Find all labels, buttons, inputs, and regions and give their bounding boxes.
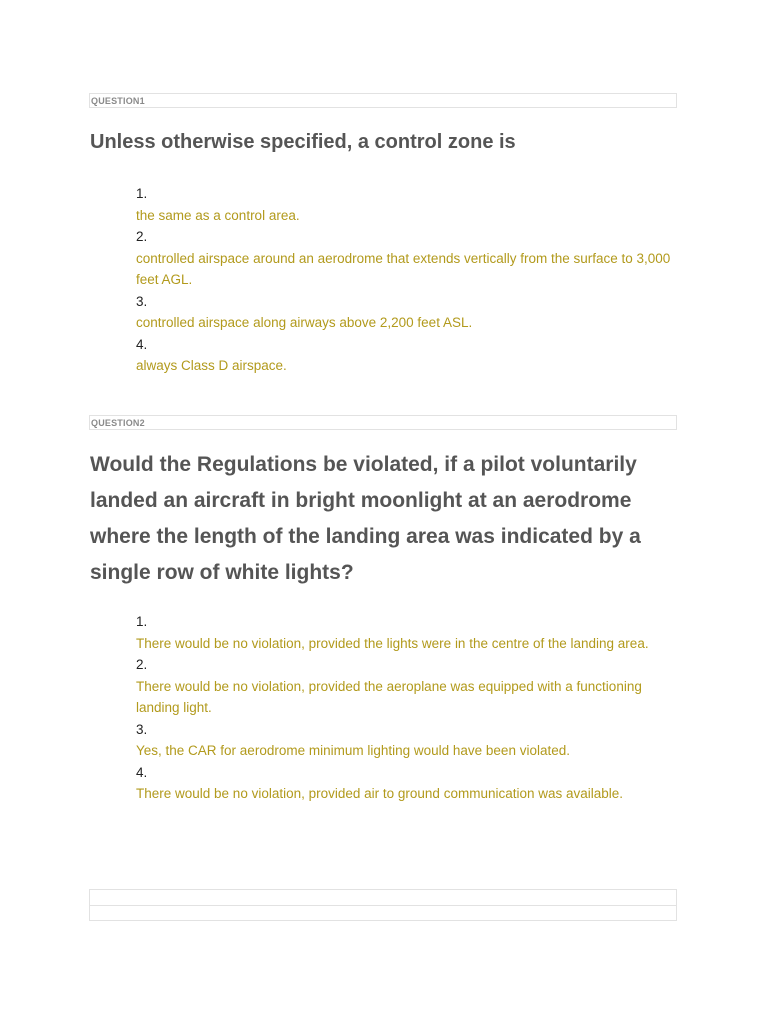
question-2-text: Would the Regulations be violated, if a pilot voluntarily landed an aircraft in bright moonlight at an aerodrome where the length of the landing area was indicated by a single row of white lights?: [90, 453, 641, 584]
option-number: 1.: [136, 614, 148, 629]
option-text: Yes, the CAR for aerodrome minimum lighting would have been violated.: [136, 743, 570, 758]
question-2-options: [136, 611, 681, 805]
option-text: controlled airspace along airways above 2,200 feet ASL.: [136, 315, 473, 330]
option-number: 4.: [136, 336, 148, 352]
option-number: 3.: [136, 293, 148, 309]
question-1-header: [89, 93, 677, 108]
divider: [90, 905, 676, 906]
question-1-label: QUESTION1: [91, 96, 145, 106]
option-number: 3.: [136, 721, 148, 737]
option-number: 4.: [136, 764, 148, 780]
empty-question-box: [89, 889, 677, 921]
option-text: There would be no violation, provided air to ground communication was available.: [136, 786, 624, 801]
option-number: 1.: [136, 186, 148, 201]
question-1-text: Unless otherwise specified, a control zone is: [90, 131, 516, 153]
question-2-label: QUESTION2: [91, 418, 145, 428]
option-text: controlled airspace around an aerodrome that extends vertically from the surface to 3,000 feet AGL.: [136, 250, 671, 287]
question-1-options: [136, 183, 681, 377]
option-number: 2.: [136, 229, 148, 244]
option-text: the same as a control area.: [136, 207, 300, 223]
question-2-header: [89, 415, 677, 430]
option-text: There would be no violation, provided the lights were in the centre of the landing area.: [136, 635, 649, 651]
option-text: always Class D airspace.: [136, 358, 287, 373]
option-number: 2.: [136, 657, 148, 672]
option-text: There would be no violation, provided the aeroplane was equipped with a functioning landing light.: [136, 678, 642, 715]
